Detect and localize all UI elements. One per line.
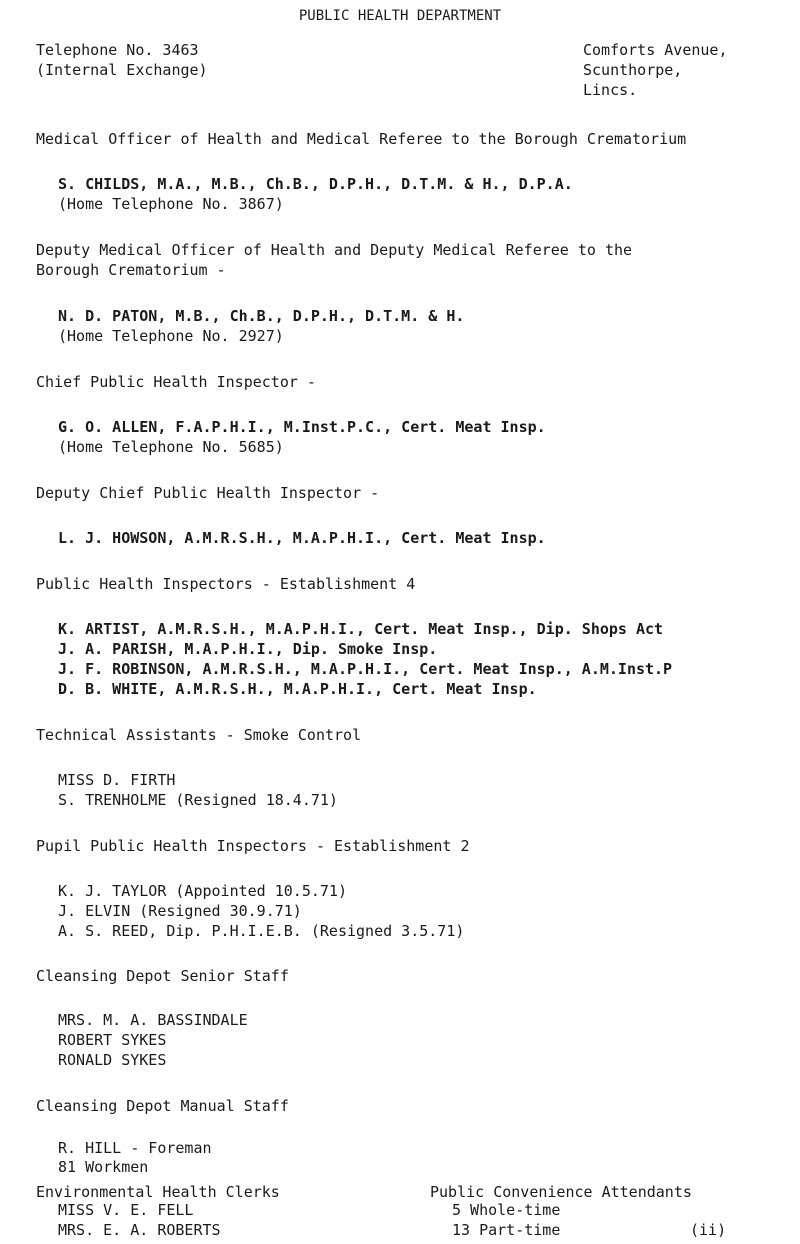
pupil-line: J. ELVIN (Resigned 30.9.71) [58, 902, 302, 920]
deputy-chief-phi-heading: Deputy Chief Public Health Inspector - [36, 484, 380, 502]
deputy-moh-heading-1: Deputy Medical Officer of Health and Deputy Medical Referee to the [36, 241, 633, 259]
cleansing-senior-line: RONALD SYKES [58, 1051, 167, 1069]
deputy-moh-name: N. D. PATON, M.B., Ch.B., D.P.H., D.T.M. & H. [58, 307, 465, 325]
address-line-2: Scunthorpe, [583, 61, 683, 79]
telephone-exchange: (Internal Exchange) [36, 61, 208, 79]
cleansing-senior-line: ROBERT SYKES [58, 1031, 167, 1049]
cleansing-manual-line: R. HILL - Foreman [58, 1139, 212, 1157]
deputy-chief-phi-name: L. J. HOWSON, A.M.R.S.H., M.A.P.H.I., Cert. Meat Insp. [58, 529, 546, 547]
cleansing-manual-line: 81 Workmen [58, 1158, 149, 1176]
phi-line: D. B. WHITE, A.M.R.S.H., M.A.P.H.I., Cert. Meat Insp. [58, 680, 537, 698]
chief-phi-heading: Chief Public Health Inspector - [36, 373, 316, 391]
address-line-3: Lincs. [583, 81, 638, 99]
pupil-line: K. J. TAYLOR (Appointed 10.5.71) [58, 882, 347, 900]
technical-line: MISS D. FIRTH [58, 771, 176, 789]
clerks-line: MRS. E. A. ROBERTS [58, 1221, 221, 1239]
telephone-number: Telephone No. 3463 [36, 41, 199, 59]
deputy-moh-phone: (Home Telephone No. 2927) [58, 327, 284, 345]
deputy-moh-heading-2: Borough Crematorium - [36, 261, 226, 279]
moh-name: S. CHILDS, M.A., M.B., Ch.B., D.P.H., D.T.M. & H., D.P.A. [58, 175, 573, 193]
convenience-line: 13 Part-time [452, 1221, 561, 1239]
moh-phone: (Home Telephone No. 3867) [58, 195, 284, 213]
convenience-heading: Public Convenience Attendants [430, 1183, 692, 1201]
page-number: (ii) [690, 1221, 727, 1239]
phi-heading: Public Health Inspectors - Establishment 4 [36, 575, 416, 593]
convenience-line: 5 Whole-time [452, 1201, 561, 1219]
technical-line: S. TRENHOLME (Resigned 18.4.71) [58, 791, 338, 809]
clerks-line: MISS V. E. FELL [58, 1201, 194, 1219]
cleansing-senior-heading: Cleansing Depot Senior Staff [36, 967, 289, 985]
technical-heading: Technical Assistants - Smoke Control [36, 726, 362, 744]
pupil-heading: Pupil Public Health Inspectors - Establishment 2 [36, 837, 470, 855]
clerks-heading: Environmental Health Clerks [36, 1183, 280, 1201]
address-line-1: Comforts Avenue, [583, 41, 728, 59]
phi-line: J. F. ROBINSON, A.M.R.S.H., M.A.P.H.I., Cert. Meat Insp., A.M.Inst.P [58, 660, 673, 678]
page-title: PUBLIC HEALTH DEPARTMENT [298, 8, 502, 24]
chief-phi-name: G. O. ALLEN, F.A.P.H.I., M.Inst.P.C., Cert. Meat Insp. [58, 418, 546, 436]
cleansing-manual-heading: Cleansing Depot Manual Staff [36, 1097, 289, 1115]
moh-heading: Medical Officer of Health and Medical Referee to the Borough Crematorium [36, 130, 687, 148]
phi-line: J. A. PARISH, M.A.P.H.I., Dip. Smoke Insp. [58, 640, 438, 658]
chief-phi-phone: (Home Telephone No. 5685) [58, 438, 284, 456]
phi-line: K. ARTIST, A.M.R.S.H., M.A.P.H.I., Cert. Meat Insp., Dip. Shops Act [58, 620, 664, 638]
cleansing-senior-line: MRS. M. A. BASSINDALE [58, 1011, 248, 1029]
pupil-line: A. S. REED, Dip. P.H.I.E.B. (Resigned 3.5.71) [58, 922, 465, 940]
